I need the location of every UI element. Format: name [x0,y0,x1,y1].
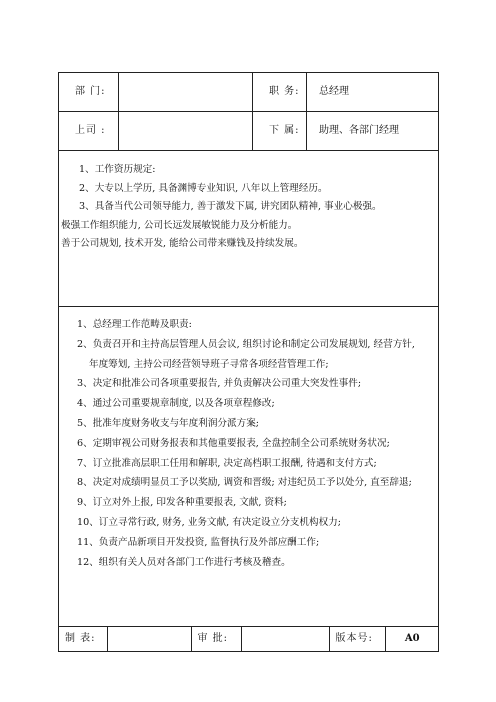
department-value [119,73,253,112]
duty-line: 5、批准年度财务收支与年度利润分派方案; [77,417,260,429]
duty-line: 10、订立寻常行政, 财务, 业务文献, 有决定设立分支机构权力; [77,516,341,528]
duties-cell [59,307,439,627]
qualifications-cell [59,151,439,307]
duty-line: 2、负责召开和主持高层管理人员会议, 组织讨论和制定公司发展规划, 经营方针, [77,338,415,350]
duty-line: 7、订立批准高层职工任用和解职, 决定高档职工报酬, 待遇和支付方式; [77,457,377,469]
subordinate-value: 助理、各部门经理 [307,112,439,151]
footer-table [59,627,439,651]
position-label: 职 务: [253,73,307,112]
qualifications-section [59,151,439,307]
subordinate-label: 下 属: [253,112,307,151]
duties-section [59,307,439,627]
duty-line: 9、订立对外上报, 印发各种重要报表, 文献, 资料; [77,497,287,509]
department-row [59,73,439,112]
duty-line: 11、负责产品新项目开发投资, 监督执行及外部应酬工作; [77,536,320,548]
job-description-table [58,72,439,652]
qualification-line: 极强工作组织能力, 公司长远发展敏锐能力及分析能力。 [61,219,298,231]
duty-line: 12、组织有关人员对各部门工作进行考核及稽查。 [77,556,291,568]
duty-line: 3、决定和批准公司各项重要报告, 并负责解决公司重大突发性事件; [77,378,362,390]
prepared-by-label: 制 表: [59,627,107,651]
version-value: A0 [404,633,420,644]
qualification-line: 1、工作资历规定: [79,164,156,175]
superior-value [119,112,253,151]
footer-cell [59,627,439,652]
superior-row [59,112,439,151]
duty-line: 6、定期审视公司财务报表和其他重要报表, 全盘控制全公司系统财务状况; [77,437,390,449]
duty-line: 8、决定对成绩明显员工予以奖励, 调资和晋级; 对违纪员工予以处分, 直至辞退; [77,477,412,489]
duty-line: 1、总经理工作范畴及职责: [77,319,192,330]
approved-by-value [241,627,329,651]
department-label: 部 门: [59,73,119,112]
qualification-line: 善于公司规划, 技术开发, 能给公司带来赚钱及持续发展。 [61,238,304,249]
duty-line: 4、通过公司重要规章制度, 以及各项章程修改; [77,398,275,410]
qualification-line: 2、大专以上学历, 具备渊博专业知识, 八年以上管理经历。 [79,182,328,194]
footer-row [59,627,439,652]
approved-by-label: 审 批: [191,627,241,651]
version-label: 版本号: [329,627,385,651]
superior-label: 上司 : [59,112,119,151]
prepared-by-value [107,627,191,651]
duty-line: 年度筹划, 主持公司经营领导班子寻常各项经营管理工作; [89,358,329,370]
position-value: 总经理 [307,73,439,112]
qualification-line: 3、具备当代公司领导能力, 善于激发下属, 讲究团队精神, 事业心极强。 [79,201,382,212]
